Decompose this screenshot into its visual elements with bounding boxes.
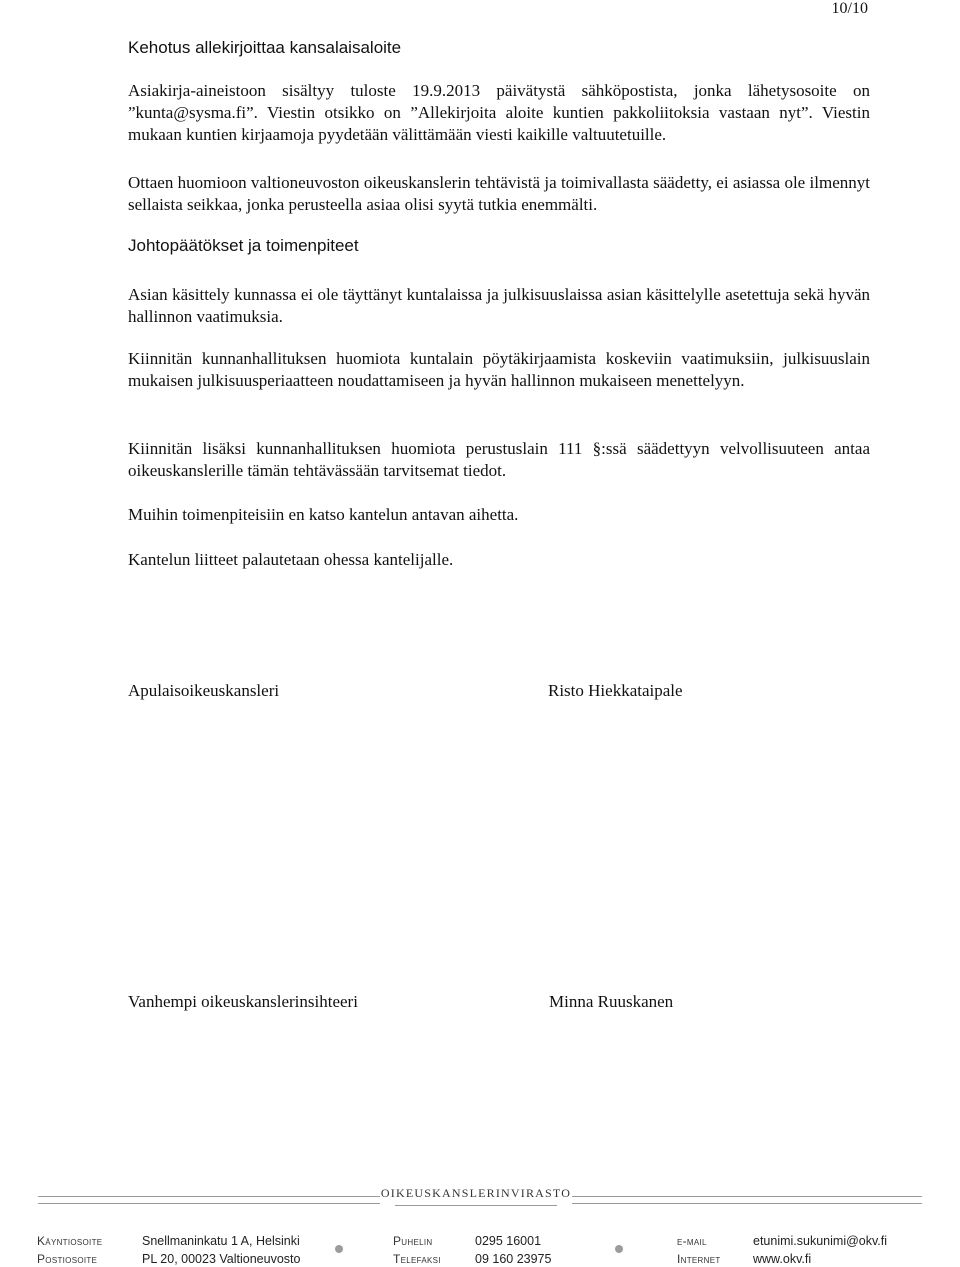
- agency-underline: [395, 1205, 557, 1206]
- intro-heading: Kehotus allekirjoittaa kansalaisaloite: [128, 38, 402, 57]
- footer-separator-dot-2: [615, 1245, 623, 1253]
- footer-email-label: e-mail: [677, 1234, 707, 1248]
- footer-internet-value[interactable]: www.okv.fi: [753, 1252, 812, 1266]
- footer-visiting-value: Snellmaninkatu 1 A, Helsinki: [142, 1234, 300, 1248]
- paragraph-assessment: Ottaen huomioon valtioneuvoston oikeuskanslerin tehtävistä ja toimivallasta säädetty, ei asiassa ole ilmennyt sellaista seikkaa, jonka perusteella asiaa olisi syytä tutkia enemmälti.: [128, 173, 870, 214]
- signature-title-2: Vanhempi oikeuskanslerinsihteeri: [128, 992, 358, 1011]
- conclusion-paragraph-1: Asian käsittely kunnassa ei ole täyttänyt kuntalaissa ja julkisuuslaissa asian käsittelylle asetettuja sekä hyvän hallinnon vaatimuksia.: [128, 285, 870, 326]
- footer-separator-dot-1: [335, 1245, 343, 1253]
- agency-name: OIKEUSKANSLERINVIRASTO: [380, 1186, 572, 1200]
- footer-visiting-label: Käyntiosoite: [37, 1234, 103, 1248]
- conclusion-paragraph-3: Kiinnitän lisäksi kunnanhallituksen huomiota perustuslain 111 §:ssä säädettyyn velvollisuuteen antaa oikeuskanslerille tämän tehtävässään tarvitsemat tiedot.: [128, 439, 870, 480]
- conclusion-paragraph-2: Kiinnitän kunnanhallituksen huomiota kuntalain pöytäkirjaamista koskeviin vaatimuksiin, julkisuuslain mukaisen julkisuusperiaatteen noudattamiseen ja hyvän hallinnon mukaiseen menettelyyn.: [128, 349, 870, 390]
- footer-email-value[interactable]: etunimi.sukunimi@okv.fi: [753, 1234, 888, 1248]
- signature-name-1: Risto Hiekkataipale: [548, 681, 683, 700]
- signature-title-1: Apulaisoikeuskansleri: [128, 681, 280, 700]
- footer-phone-value: 0295 16001: [475, 1234, 542, 1248]
- footer-fax-label: Telefaksi: [393, 1252, 441, 1266]
- conclusion-paragraph-4: Muihin toimenpiteisiin en katso kantelun antavan aihetta.: [128, 505, 519, 524]
- footer-internet-label: Internet: [677, 1252, 721, 1266]
- paragraph-email-description: Asiakirja-aineistoon sisältyy tuloste 19.9.2013 päivätystä sähköpostista, jonka lähetysosoite on ”kunta@sysma.fi”. Viestin otsikko on ”Allekirjoita aloite kuntien pakkoliitoksia vastaan nyt”. Viestin mukaan kuntien kirjaamoja pyydetään välittämään viesti kaikille valtuutetuille.: [128, 81, 870, 144]
- conclusions-heading: Johtopäätökset ja toimenpiteet: [128, 236, 359, 255]
- page-number: 10/10: [831, 0, 868, 17]
- footer-phone-label: Puhelin: [393, 1234, 433, 1248]
- conclusion-paragraph-5: Kantelun liitteet palautetaan ohessa kantelijalle.: [128, 550, 454, 569]
- footer-rule-left: [38, 1196, 380, 1204]
- footer-postal-value: PL 20, 00023 Valtioneuvosto: [142, 1252, 301, 1266]
- signature-name-2: Minna Ruuskanen: [549, 992, 674, 1011]
- footer-rule-right: [572, 1196, 922, 1204]
- footer-postal-label: Postiosoite: [37, 1252, 98, 1266]
- footer-fax-value: 09 160 23975: [475, 1252, 552, 1266]
